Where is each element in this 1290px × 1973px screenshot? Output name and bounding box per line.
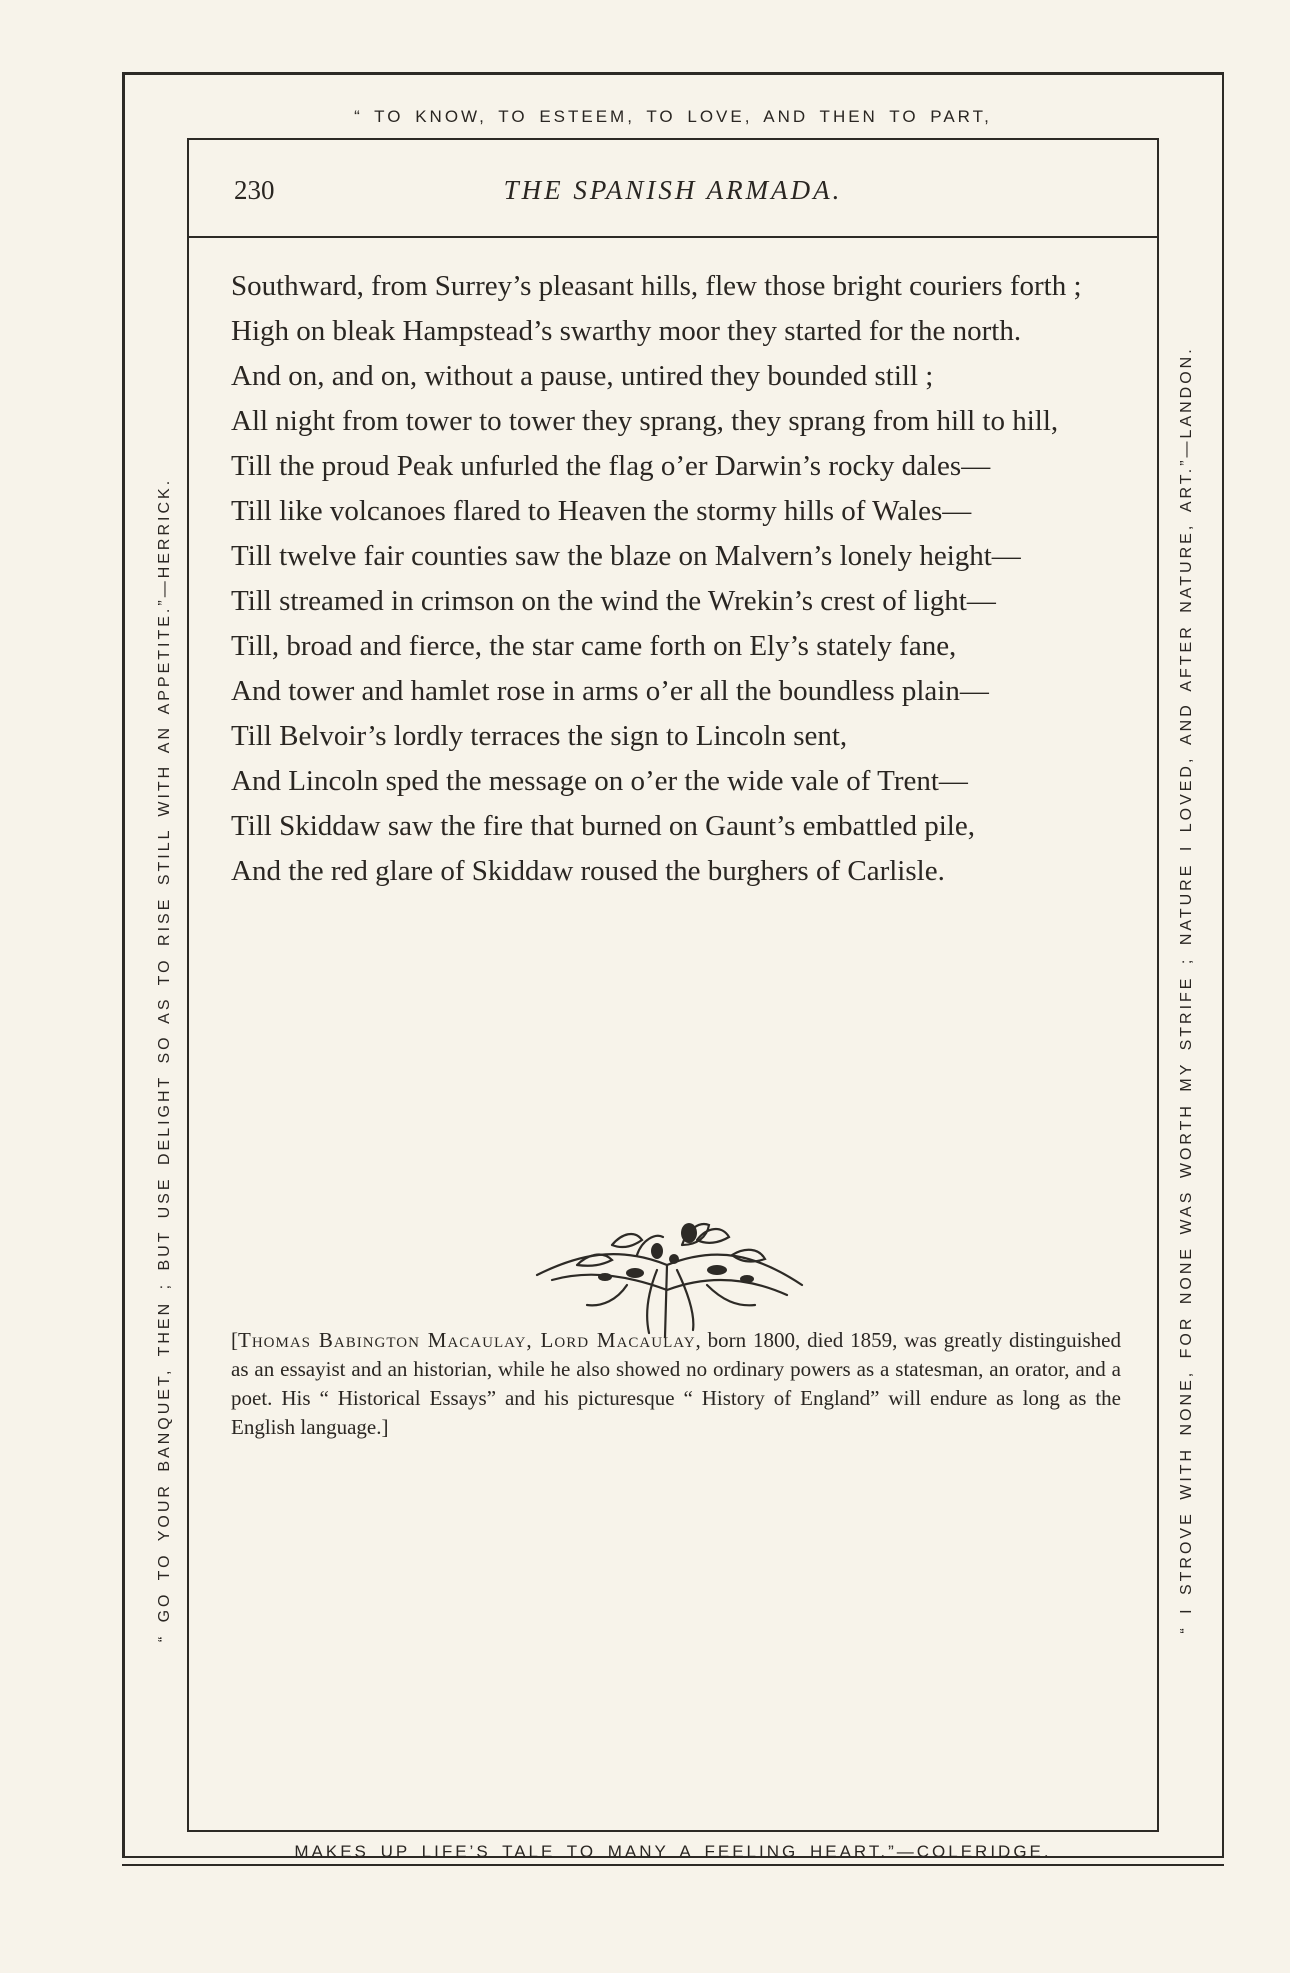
poem-line: All night from tower to tower they sprang, they sprang from hill to hill, <box>231 405 1059 437</box>
poem <box>231 264 1121 894</box>
poem-line: Till Belvoir’s lordly terraces the sign to Lincoln sent, <box>231 720 848 752</box>
poem-line: Till Skiddaw saw the fire that burned on Gaunt’s embattled pile, <box>231 810 975 842</box>
right-motto: “ I STROVE WITH NONE, FOR NONE WAS WORTH MY STRIFE ; NATURE I LOVED, AND AFTER NATURE, ART.”—LANDON. <box>1178 346 1195 1634</box>
poem-line: High on bleak Hampstead’s swarthy moor they started for the north. <box>231 315 1022 347</box>
floral-ornament-icon <box>517 1215 817 1340</box>
author-name: Thomas Babington Macaulay, Lord Macaulay <box>238 1328 696 1352</box>
biographical-note <box>231 1326 1121 1442</box>
poem-line: And tower and hamlet rose in arms o’er all the boundless plain— <box>231 675 989 707</box>
poem-line: Till streamed in crimson on the wind the Wrekin’s crest of light— <box>231 585 996 617</box>
top-motto: “ TO KNOW, TO ESTEEM, TO LOVE, AND THEN TO PART, <box>354 107 992 126</box>
running-title: THE SPANISH ARMADA. <box>503 175 843 205</box>
poem-line: Southward, from Surrey’s pleasant hills, flew those bright couriers forth ; <box>231 270 1082 302</box>
bottom-motto: MAKES UP LIFE’S TALE TO MANY A FEELING HEART.”—COLERIDGE. <box>294 1842 1052 1861</box>
page-number: 230 <box>234 175 275 205</box>
poem-line: Till twelve fair counties saw the blaze on Malvern’s lonely height— <box>231 540 1021 572</box>
poem-line: Till like volcanoes flared to Heaven the stormy hills of Wales— <box>231 495 972 527</box>
poem-line: Till the proud Peak unfurled the flag o’er Darwin’s rocky dales— <box>231 450 991 482</box>
left-motto: “ GO TO YOUR BANQUET, THEN ; BUT USE DELIGHT SO AS TO RISE STILL WITH AN APPETITE.”—HERRICK. <box>156 477 173 1643</box>
note-bracket: [ <box>231 1328 238 1352</box>
poem-line: And Lincoln sped the message on o’er the wide vale of Trent— <box>231 765 968 797</box>
page-header <box>189 140 1157 238</box>
poem-line: And the red glare of Skiddaw roused the burghers of Carlisle. <box>231 855 945 887</box>
poem-line: And on, and on, without a pause, untired they bounded still ; <box>231 360 934 392</box>
page-frame <box>187 138 1159 1832</box>
note-text: , born 1800, died 1859, was greatly distinguished as an essayist and an historian, while he also showed no ordinary powers as a statesman, an orator, and a poet. His “ Historical Essays” and his picturesque “ History of England” will endure as long as the English language.] <box>231 1328 1121 1439</box>
poem-line: Till, broad and fierce, the star came forth on Ely’s stately fane, <box>231 630 957 662</box>
